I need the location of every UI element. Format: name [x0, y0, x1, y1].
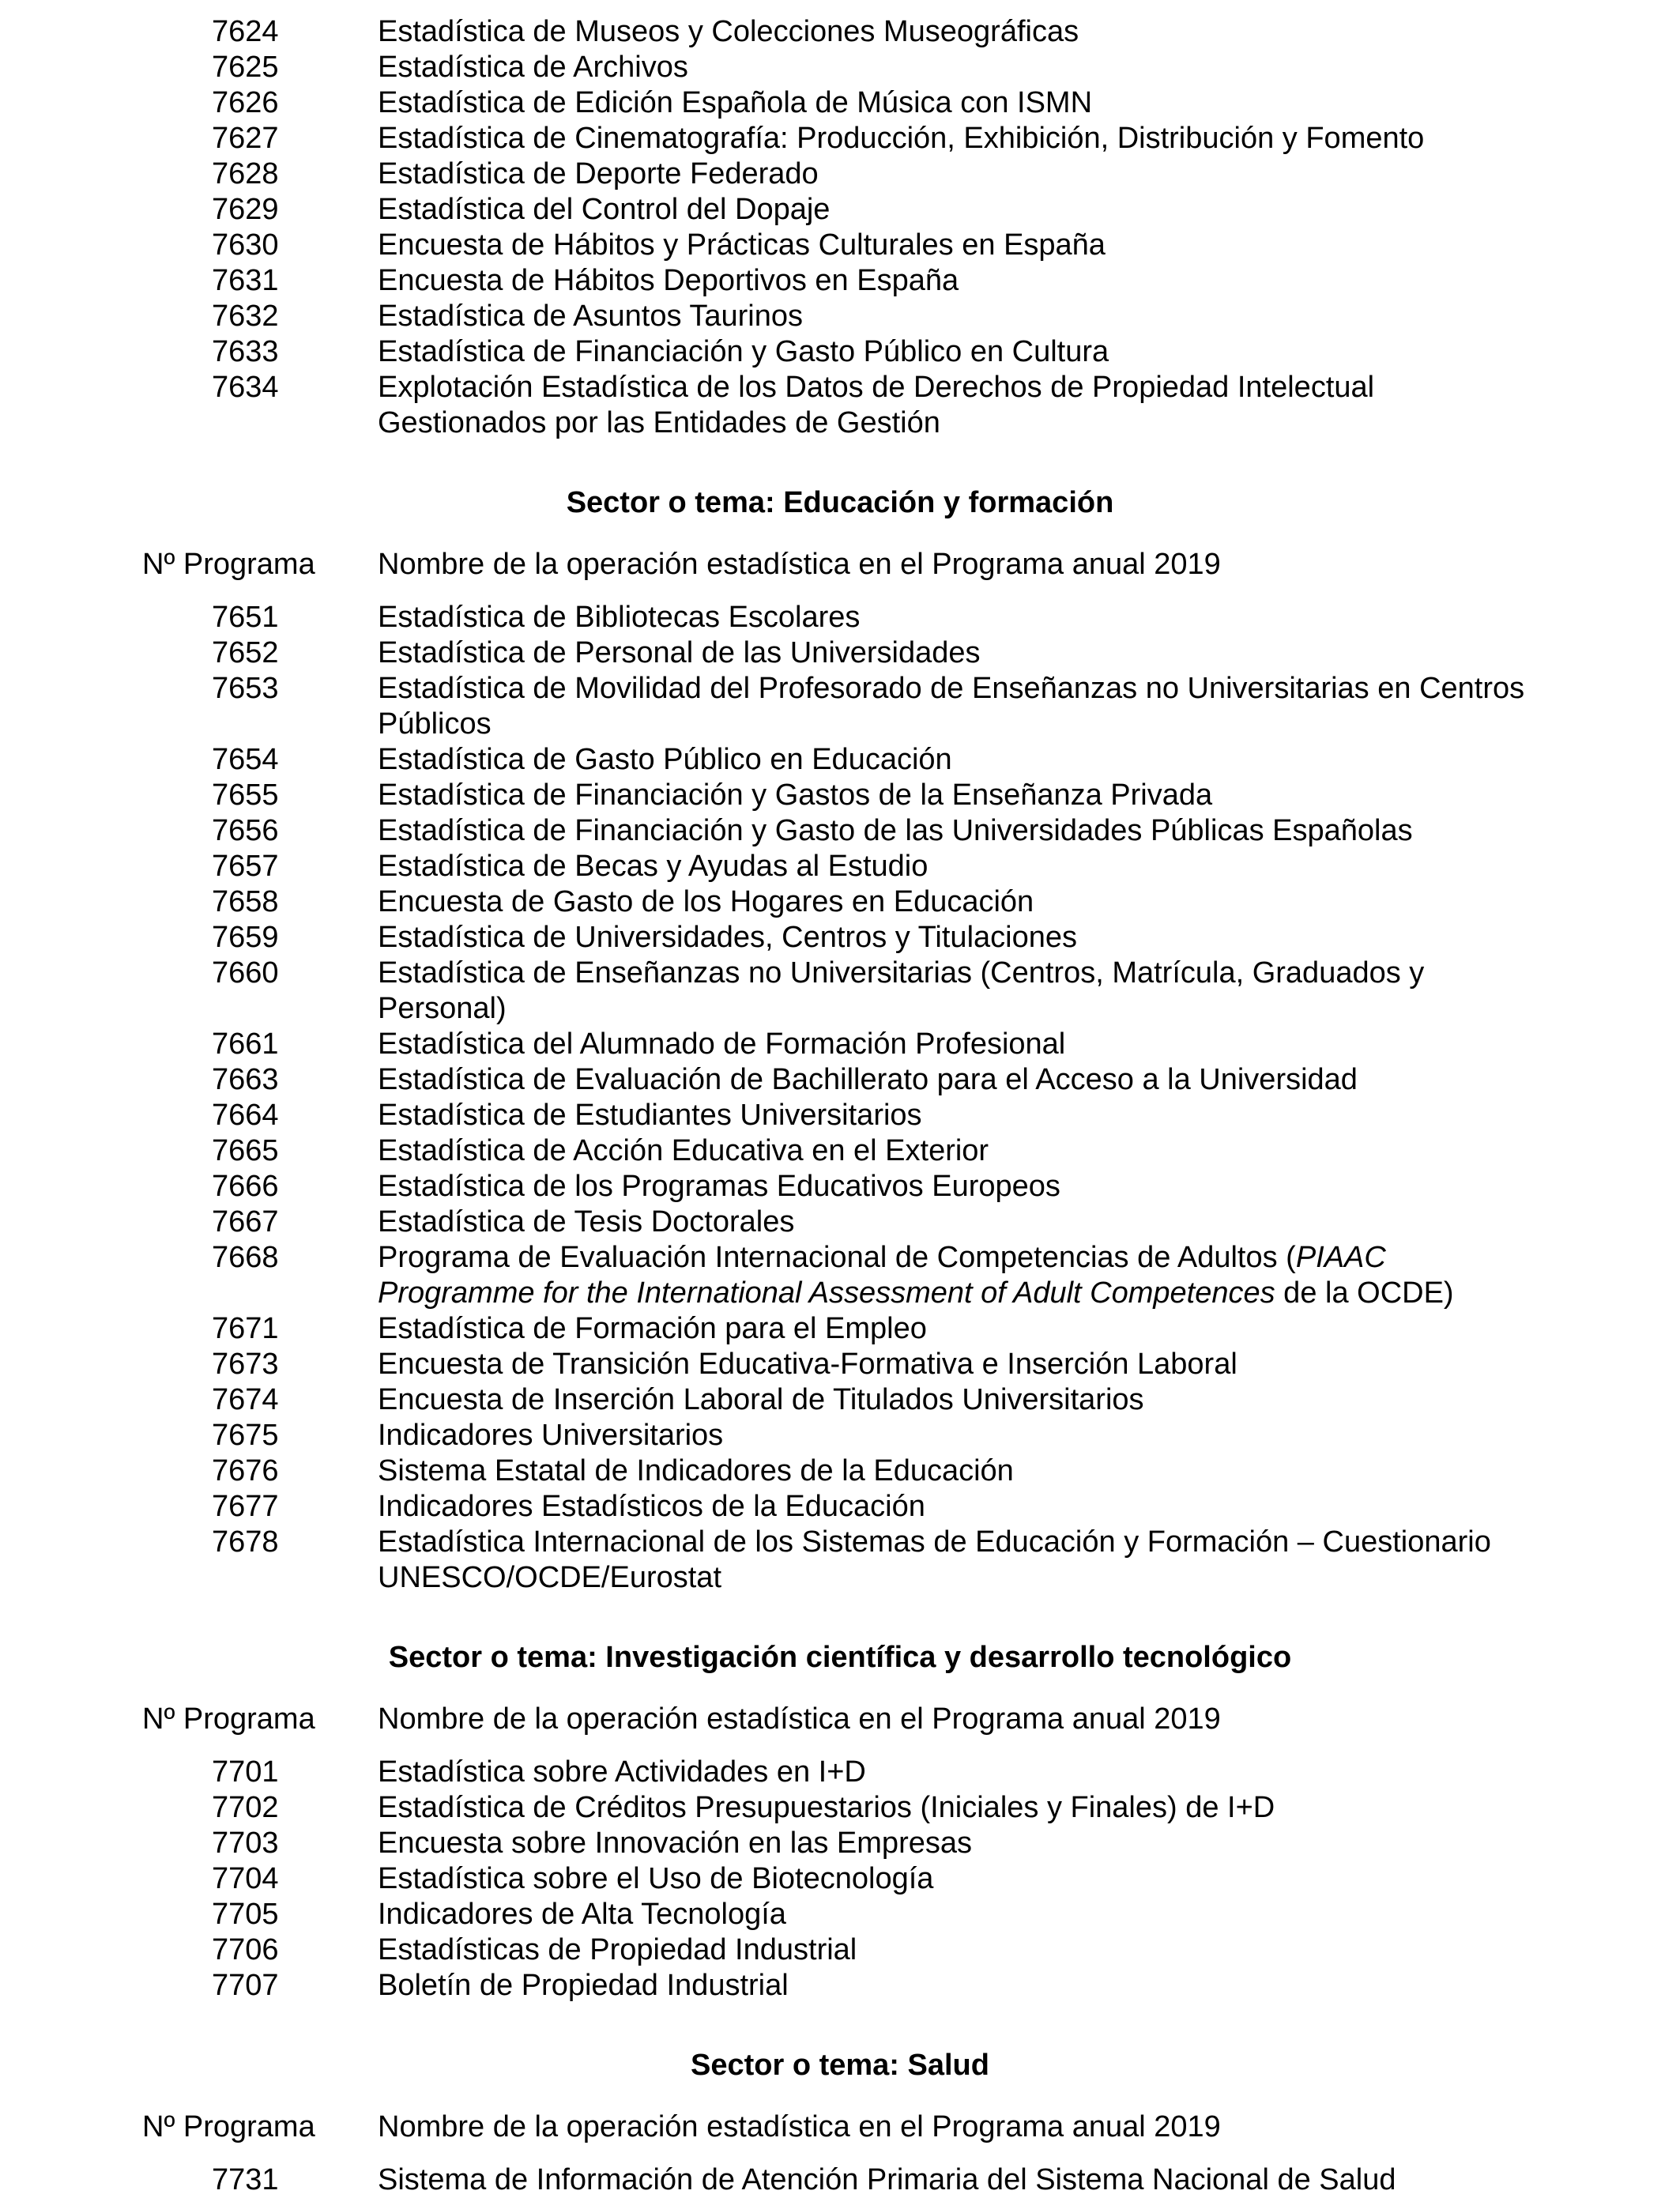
list-item [0, 920, 1680, 956]
program-list [0, 1755, 1680, 2004]
program-name: Estadística de Bibliotecas Escolares [378, 601, 861, 634]
program-name: Estadística de Becas y Ayudas al Estudio [378, 850, 929, 883]
program-number: 7668 [212, 1241, 279, 1274]
program-name: Sistema de Información de Atención Primaria del Sistema Nacional de Salud [378, 2163, 1396, 2196]
program-number: 7677 [212, 1490, 279, 1523]
program-name: Encuesta sobre Innovación en las Empresas [378, 1827, 972, 1860]
program-name: Estadística de Enseñanzas no Universitarias (Centros, Matrícula, Graduados y Personal) [378, 956, 1425, 1025]
program-number: 7655 [212, 779, 279, 812]
list-item [0, 1968, 1680, 2004]
list-item [0, 1347, 1680, 1382]
program-number: 7666 [212, 1170, 279, 1203]
program-number: 7657 [212, 850, 279, 883]
program-number: 7674 [212, 1383, 279, 1416]
list-item [0, 1489, 1680, 1525]
program-number: 7653 [212, 672, 279, 705]
column-headers [0, 547, 1680, 582]
list-item [0, 263, 1680, 299]
list-item [0, 813, 1680, 849]
list-item [0, 1755, 1680, 1790]
program-number: 7671 [212, 1312, 279, 1345]
program-number: 7707 [212, 1969, 279, 2002]
list-item [0, 1027, 1680, 1062]
list-item [0, 1169, 1680, 1205]
program-name: Estadística de Universidades, Centros y Titulaciones [378, 921, 1077, 954]
list-item [0, 299, 1680, 334]
program-name-italic: PIAAC Programme for the International Assessment of Adult Competences [378, 1241, 1386, 1310]
program-number: 7665 [212, 1134, 279, 1167]
list-item [0, 1826, 1680, 1861]
program-name: Estadística de Deporte Federado [378, 157, 819, 190]
list-item [0, 1240, 1680, 1311]
program-number: 7731 [212, 2163, 279, 2196]
program-name [378, 1240, 1500, 1311]
program-number: 7629 [212, 193, 279, 226]
list-item [0, 742, 1680, 778]
program-number: 7673 [212, 1348, 279, 1381]
list-item [0, 2162, 1680, 2198]
list-item [0, 1382, 1680, 1418]
program-number: 7633 [212, 335, 279, 368]
section-heading: Sector o tema: Educación y formación [566, 486, 1114, 519]
program-name: Indicadores Universitarios [378, 1419, 724, 1452]
program-name: Encuesta de Inserción Laboral de Titulados Universitarios [378, 1383, 1144, 1416]
program-name: Estadística de Acción Educativa en el Exterior [378, 1134, 989, 1167]
program-name: Boletín de Propiedad Industrial [378, 1969, 789, 2002]
list-item [0, 1790, 1680, 1826]
program-name: Estadística sobre Actividades en I+D [378, 1755, 866, 1789]
list-item [0, 1861, 1680, 1897]
column-header-number: Nº Programa [142, 548, 315, 581]
list-item [0, 1932, 1680, 1968]
program-name: Estadística de Museos y Colecciones Museográficas [378, 15, 1079, 48]
column-header-name: Nombre de la operación estadística en el Programa anual 2019 [378, 2110, 1221, 2143]
program-name: Estadística Internacional de los Sistemas de Educación y Formación – Cuestionario UNESCO/OCDE/Eurostat [378, 1525, 1491, 1594]
list-item [0, 1205, 1680, 1240]
program-name: Explotación Estadística de los Datos de Derechos de Propiedad Intelectual Gestionados por las Entidades de Gestión [378, 371, 1375, 439]
top-list [0, 14, 1680, 441]
program-number: 7631 [212, 264, 279, 297]
list-item [0, 849, 1680, 884]
list-item [0, 228, 1680, 263]
program-number: 7704 [212, 1862, 279, 1895]
program-number: 7626 [212, 86, 279, 119]
program-number: 7651 [212, 601, 279, 634]
program-name: Estadística de Asuntos Taurinos [378, 300, 803, 333]
program-name: Estadística de Créditos Presupuestarios (Iniciales y Finales) de I+D [378, 1791, 1275, 1824]
list-item [0, 14, 1680, 50]
program-name: Encuesta de Gasto de los Hogares en Educación [378, 885, 1034, 918]
column-header-number: Nº Programa [142, 1702, 315, 1736]
section-heading: Sector o tema: Salud [691, 2049, 989, 2082]
program-name: Estadística de Financiación y Gasto de las Universidades Públicas Españolas [378, 814, 1413, 847]
program-name: Estadística sobre el Uso de Biotecnología [378, 1862, 934, 1895]
section-heading: Sector o tema: Investigación científica y desarrollo tecnológico [388, 1641, 1292, 1674]
program-name: Estadística de Gasto Público en Educación [378, 743, 952, 776]
program-name: Estadística de Evaluación de Bachillerato para el Acceso a la Universidad [378, 1063, 1358, 1096]
program-name: Estadística de Financiación y Gastos de la Enseñanza Privada [378, 779, 1213, 812]
list-item [0, 370, 1680, 441]
column-header-name: Nombre de la operación estadística en el Programa anual 2019 [378, 1702, 1221, 1736]
list-item [0, 156, 1680, 192]
list-item [0, 334, 1680, 370]
program-number: 7625 [212, 51, 279, 84]
program-list [0, 2162, 1680, 2198]
list-item [0, 671, 1680, 742]
column-headers [0, 2109, 1680, 2145]
list-item [0, 884, 1680, 920]
program-name: Estadística de Personal de las Universidades [378, 636, 981, 669]
program-name: Estadística del Control del Dopaje [378, 193, 831, 226]
program-name: Estadística del Alumnado de Formación Profesional [378, 1027, 1066, 1061]
column-header-name: Nombre de la operación estadística en el Programa anual 2019 [378, 548, 1221, 581]
program-name: Estadística de Movilidad del Profesorado de Enseñanzas no Universitarias en Centros Públicos [378, 672, 1525, 741]
list-item [0, 121, 1680, 156]
program-name-prefix: Programa de Evaluación Internacional de Competencias de Adultos ( [378, 1241, 1296, 1274]
list-item [0, 1098, 1680, 1133]
program-number: 7703 [212, 1827, 279, 1860]
program-name: Encuesta de Hábitos y Prácticas Culturales en España [378, 228, 1106, 262]
list-item [0, 85, 1680, 121]
program-name: Encuesta de Transición Educativa-Formativa e Inserción Laboral [378, 1348, 1237, 1381]
program-number: 7667 [212, 1205, 279, 1238]
program-name: Estadística de Tesis Doctorales [378, 1205, 795, 1238]
program-list [0, 600, 1680, 1596]
program-number: 7658 [212, 885, 279, 918]
program-number: 7659 [212, 921, 279, 954]
program-name: Estadística de Cinematografía: Producción, Exhibición, Distribución y Fomento [378, 122, 1425, 155]
program-name: Estadística de los Programas Educativos Europeos [378, 1170, 1060, 1203]
program-number: 7627 [212, 122, 279, 155]
section-education [0, 485, 1680, 1596]
list-item [0, 50, 1680, 85]
list-item [0, 1311, 1680, 1347]
program-number: 7632 [212, 300, 279, 333]
program-number: 7660 [212, 956, 279, 990]
program-number: 7624 [212, 15, 279, 48]
list-item [0, 1453, 1680, 1489]
program-name: Estadística de Estudiantes Universitarios [378, 1099, 922, 1132]
list-item [0, 192, 1680, 228]
program-number: 7701 [212, 1755, 279, 1789]
column-header-number: Nº Programa [142, 2110, 315, 2143]
section-research [0, 1640, 1680, 2004]
list-item [0, 1525, 1680, 1596]
list-item [0, 600, 1680, 635]
program-number: 7705 [212, 1898, 279, 1931]
program-number: 7702 [212, 1791, 279, 1824]
column-headers [0, 1702, 1680, 1737]
program-number: 7656 [212, 814, 279, 847]
list-item [0, 1897, 1680, 1932]
program-name: Estadísticas de Propiedad Industrial [378, 1933, 857, 1966]
program-number: 7678 [212, 1525, 279, 1559]
program-name: Estadística de Archivos [378, 51, 688, 84]
program-number: 7661 [212, 1027, 279, 1061]
program-number: 7654 [212, 743, 279, 776]
list-item [0, 1062, 1680, 1098]
program-name-suffix: de la OCDE) [1275, 1276, 1454, 1310]
program-number: 7664 [212, 1099, 279, 1132]
program-number: 7630 [212, 228, 279, 262]
program-number: 7628 [212, 157, 279, 190]
program-name: Sistema Estatal de Indicadores de la Educación [378, 1454, 1014, 1487]
program-number: 7652 [212, 636, 279, 669]
list-item [0, 1418, 1680, 1453]
program-number: 7634 [212, 371, 279, 404]
list-item [0, 635, 1680, 671]
list-item [0, 956, 1680, 1027]
section-health [0, 2048, 1680, 2198]
list-item [0, 1133, 1680, 1169]
program-name: Encuesta de Hábitos Deportivos en España [378, 264, 959, 297]
program-name: Estadística de Financiación y Gasto Público en Cultura [378, 335, 1109, 368]
program-number: 7663 [212, 1063, 279, 1096]
program-name: Indicadores Estadísticos de la Educación [378, 1490, 925, 1523]
program-number: 7706 [212, 1933, 279, 1966]
program-number: 7675 [212, 1419, 279, 1452]
list-item [0, 778, 1680, 813]
program-name: Estadística de Formación para el Empleo [378, 1312, 927, 1345]
program-number: 7676 [212, 1454, 279, 1487]
program-name: Indicadores de Alta Tecnología [378, 1898, 786, 1931]
program-name: Estadística de Edición Española de Música con ISMN [378, 86, 1093, 119]
